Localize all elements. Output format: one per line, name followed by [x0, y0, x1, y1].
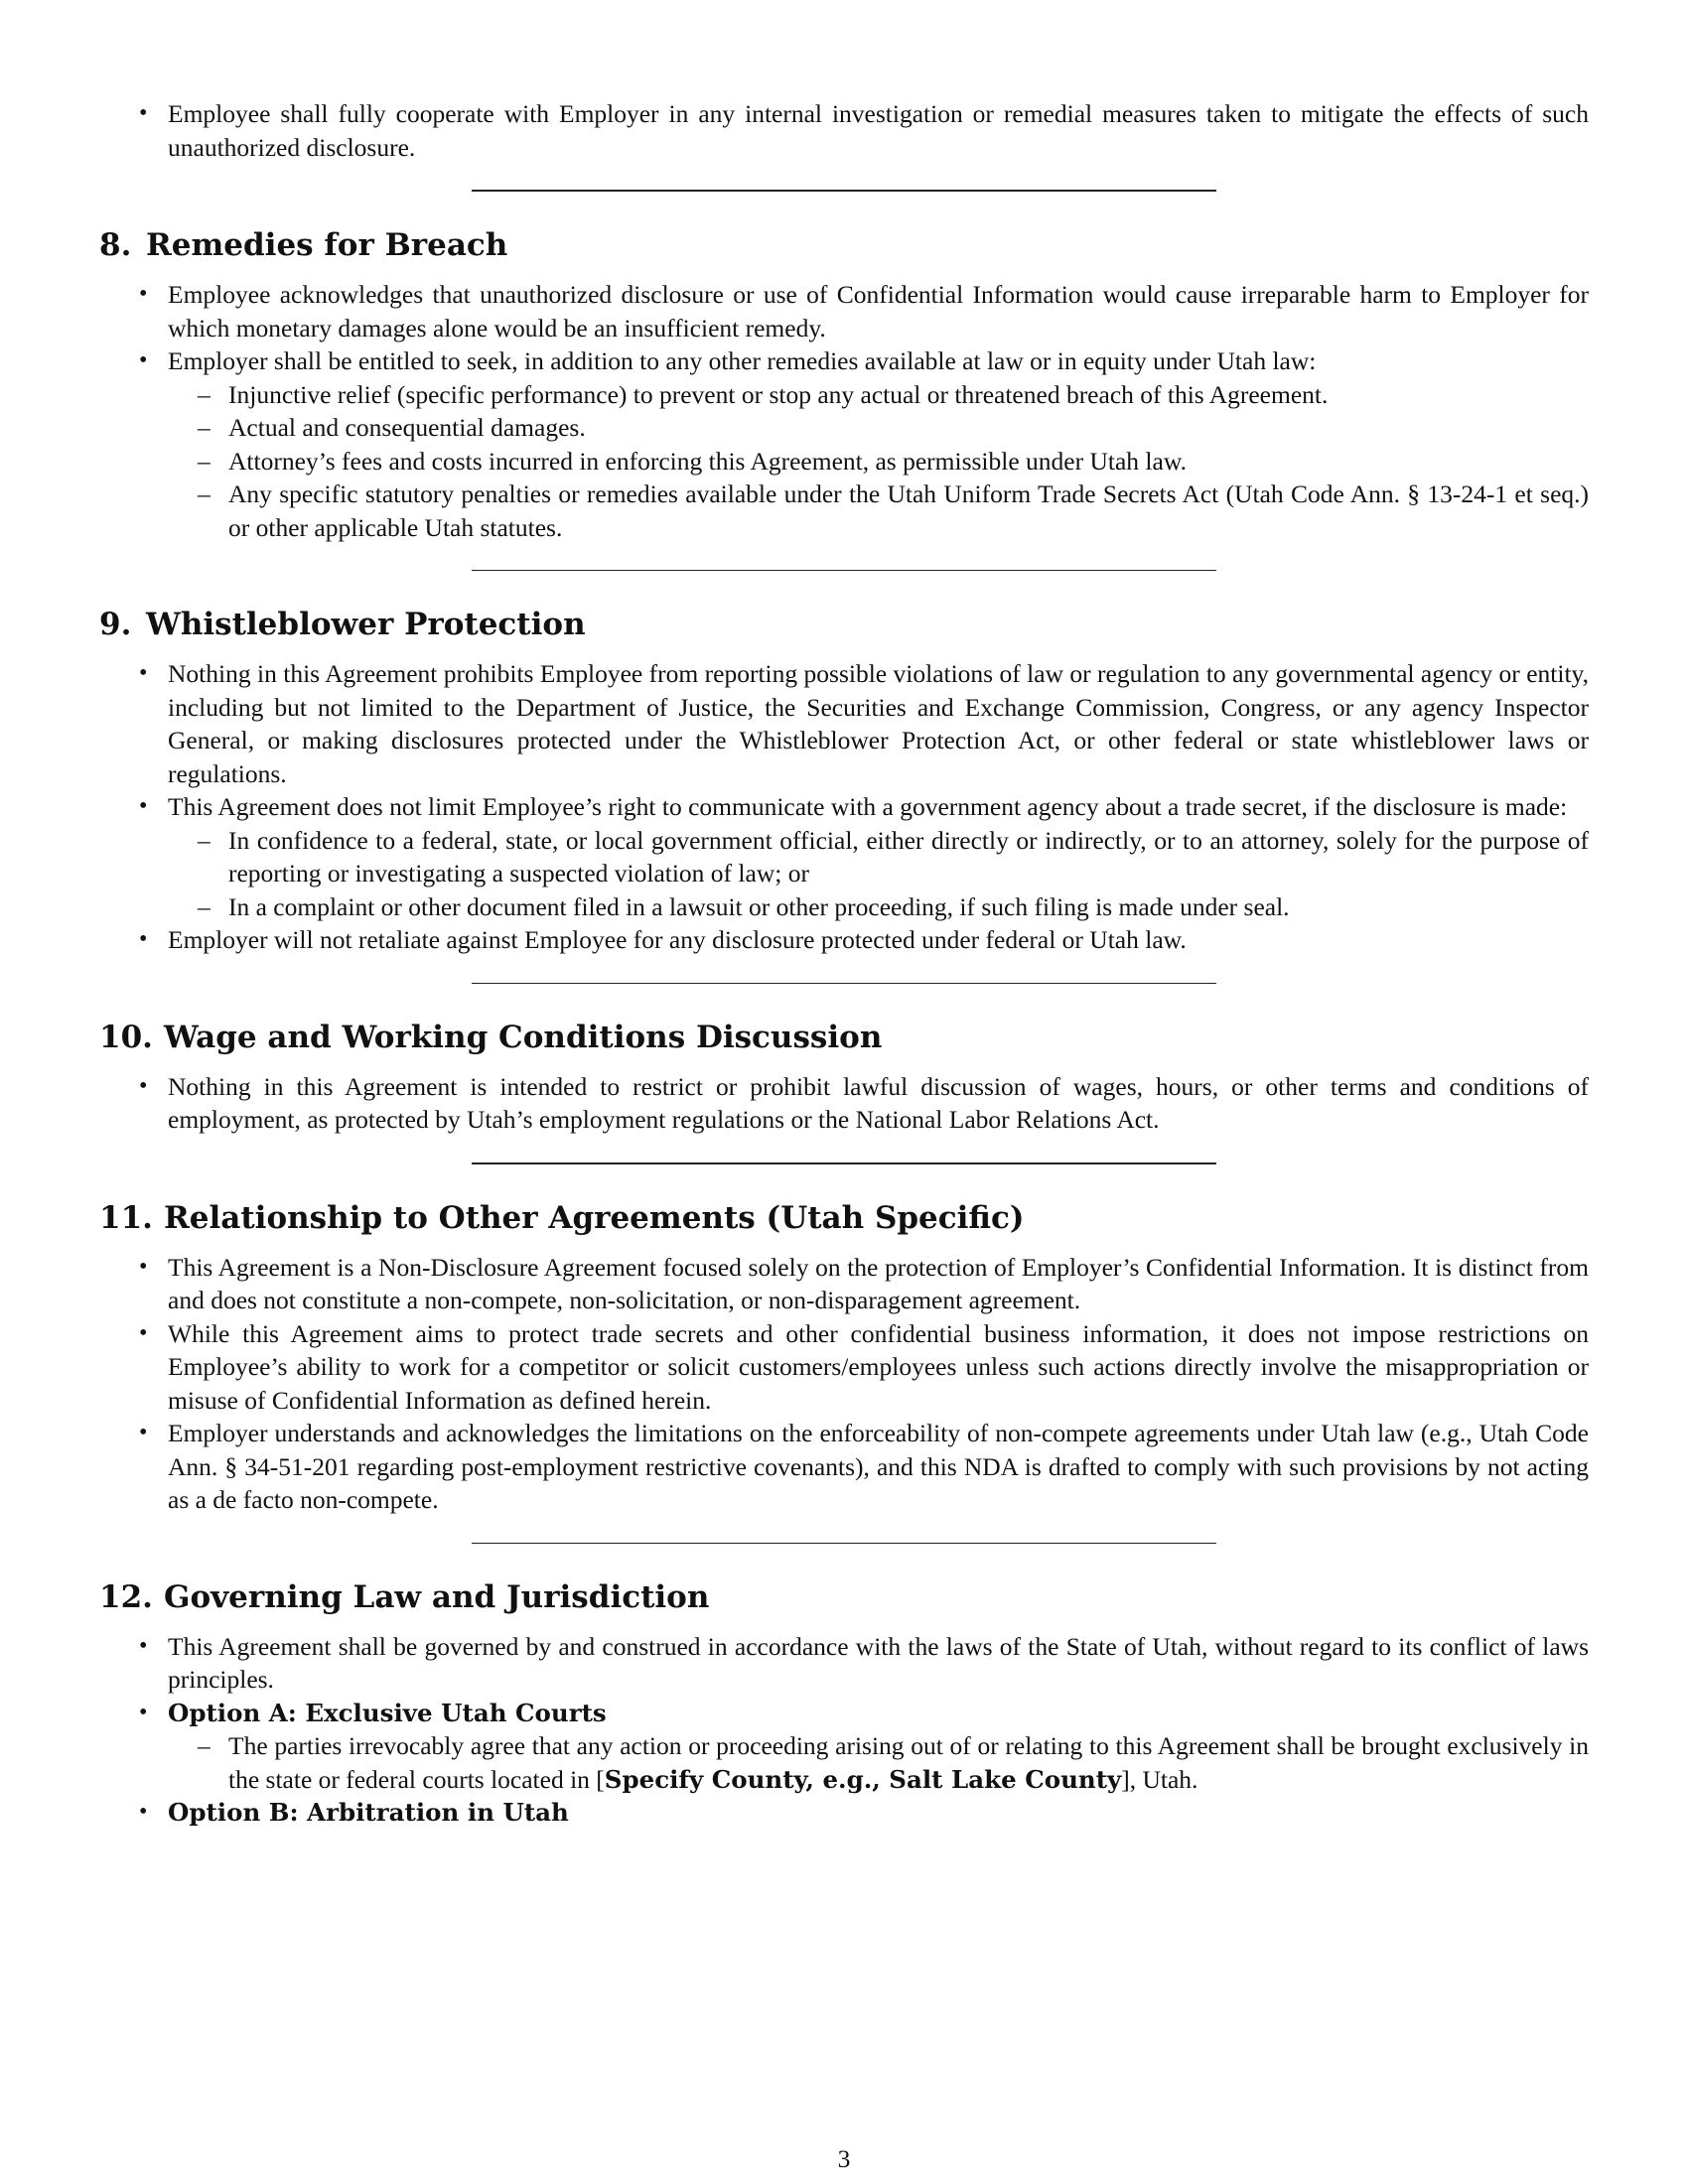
list-item [99, 344, 1589, 544]
list-item: • This Agreement shall be governed by and construed in accordance with the laws of the State of Utah, without regard to its conflict of laws principles. [99, 1630, 1589, 1697]
list-item: • Employee shall fully cooperate with Employer in any internal investigation or remedial measures taken to mitigate the effects of such unauthorized disclosure. [99, 97, 1589, 164]
section-9-heading [99, 605, 1589, 644]
list-item: • Nothing in this Agreement is intended to restrict or prohibit lawful discussion of wages, hours, or other terms and conditions of employment, as protected by Utah’s employment regulations or the National Labor Relations Act. [99, 1070, 1589, 1137]
list-item: • Nothing in this Agreement prohibits Employee from reporting possible violations of law or regulation to any governmental agency or entity, including but not limited to the Department of Justice, the Securities and Exchange Commission, Congress, or any agency Inspector General, or making disclosures protected under the Whistleblower Protection Act, or other federal or state whistleblower laws or regulations. [99, 657, 1589, 790]
option-a-text-after: ], Utah. [1121, 1764, 1198, 1794]
section-title: Wage and Working Conditions Discussion [164, 1019, 883, 1055]
sub-list-item [168, 1729, 1589, 1796]
sub-list [168, 824, 1589, 924]
sub-list-item: – Actual and consequential damages. [168, 411, 1589, 445]
option-a-label: Option A: Exclusive Utah Courts [168, 1698, 607, 1727]
section-8-heading [99, 225, 1589, 265]
section-title: Remedies for Breach [146, 227, 508, 263]
list-item-text: Employer shall be entitled to seek, in addition to any other remedies available at law or in equity under Utah law: [168, 346, 1317, 375]
section-title: Whistleblower Protection [146, 607, 586, 642]
sub-list-item: – Any specific statutory penalties or remedies available under the Utah Uniform Trade Secrets Act (Utah Code Ann. § 13-24-1 et seq.) or other applicable Utah statutes. [168, 478, 1589, 544]
list-item-text: This Agreement does not limit Employee’s right to communicate with a government agency about a trade secret, if the disclosure is made: [168, 792, 1568, 821]
option-a-text-before: The parties irrevocably agree that any action or proceeding arising out of or relating to this Agreement shall be brought exclusively in the state or federal courts located in [ [228, 1731, 1589, 1794]
list-item: • While this Agreement aims to protect trade secrets and other confidential business information, it does not impose restrictions on Employee’s ability to work for a competitor or solicit customers/employees unless such actions directly involve the misappropriation or misuse of Confidential Information as defined herein. [99, 1317, 1589, 1418]
section-12-heading [99, 1577, 1589, 1617]
sub-list [168, 378, 1589, 545]
list-item: • Employee acknowledges that unauthorized disclosure or use of Confidential Information would cause irreparable harm to Employer for which monetary damages alone would be an insufficient remedy. [99, 278, 1589, 344]
option-b-label: Option B: Arbitration in Utah [168, 1798, 569, 1827]
list-item [99, 790, 1589, 923]
sub-list-item: – In a complaint or other document filed in a lawsuit or other proceeding, if such filing is made under seal. [168, 890, 1589, 924]
list-item: • This Agreement is a Non-Disclosure Agreement focused solely on the protection of Employer’s Confidential Information. It is distinct from and does not constitute a non-compete, non-solicitation, or non-disparagement agreement. [99, 1251, 1589, 1317]
section-9-list [99, 657, 1589, 957]
list-item [99, 1697, 1589, 1797]
section-title: Relationship to Other Agreements (Utah Specific) [164, 1199, 1025, 1236]
section-title: Governing Law and Jurisdiction [164, 1578, 710, 1615]
page-number: 3 [837, 2144, 851, 2173]
list-item: • Employer understands and acknowledges the limitations on the enforceability of non-compete agreements under Utah law (e.g., Utah Code Ann. § 34-51-201 regarding post-employment restrictive covenants), and this NDA is drafted to comply with such provisions by not acting as a de facto non-compete. [99, 1417, 1589, 1517]
section-10-heading [99, 1018, 1589, 1057]
section-number: 8. [99, 227, 132, 263]
sub-list-item: – Attorney’s fees and costs incurred in enforcing this Agreement, as permissible under Utah law. [168, 445, 1589, 478]
section-8-list [99, 278, 1589, 544]
county-placeholder: Specify County, e.g., Salt Lake County [604, 1764, 1122, 1794]
sub-list [168, 1729, 1589, 1796]
section-12-list [99, 1630, 1589, 1830]
list-item [99, 1796, 1589, 1830]
sub-list-item: – Injunctive relief (specific performance) to prevent or stop any actual or threatened breach of this Agreement. [168, 378, 1589, 412]
section-11-heading [99, 1198, 1589, 1238]
document-page [99, 97, 1589, 1830]
section-number: 9. [99, 607, 132, 642]
list-item: • Employer will not retaliate against Employee for any disclosure protected under federal or Utah law. [99, 923, 1589, 957]
carryover-list [99, 97, 1589, 164]
section-number: 10. [99, 1019, 153, 1055]
sub-list-item: – In confidence to a federal, state, or local government official, either directly or indirectly, or to an attorney, solely for the purpose of reporting or investigating a suspected violation of law; or [168, 824, 1589, 890]
section-11-list [99, 1251, 1589, 1517]
section-number: 12. [99, 1578, 153, 1615]
section-10-list [99, 1070, 1589, 1137]
section-number: 11. [99, 1199, 153, 1236]
